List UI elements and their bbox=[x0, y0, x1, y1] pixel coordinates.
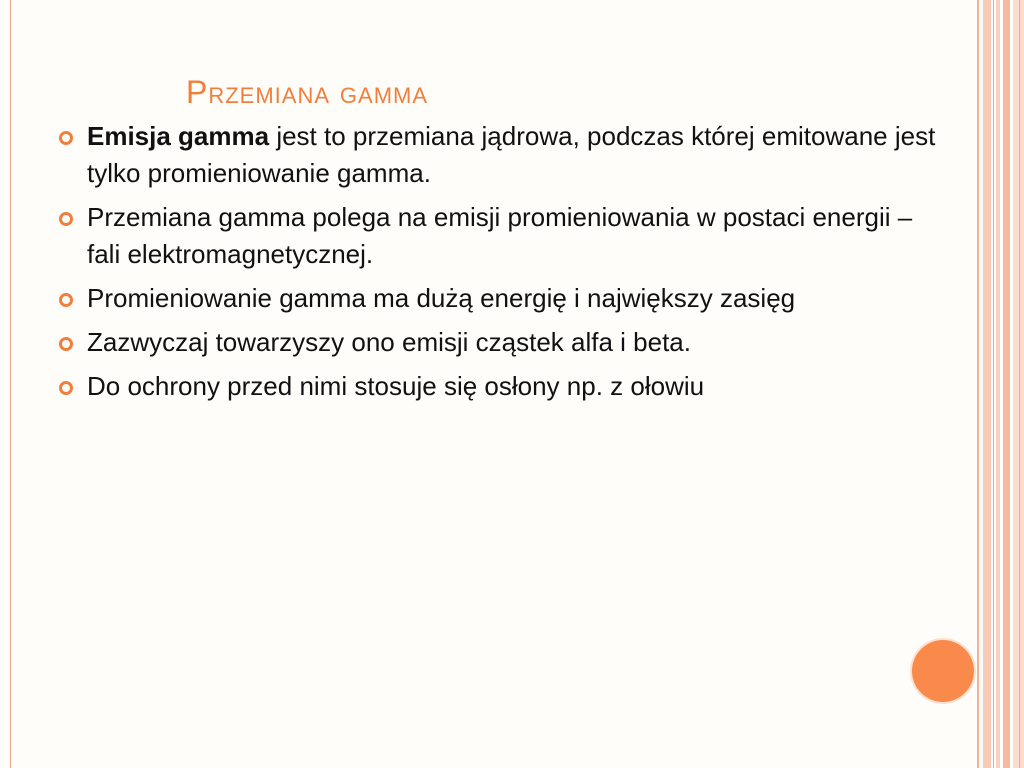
decorative-orange-circle bbox=[912, 640, 974, 702]
ring-bullet-icon bbox=[59, 381, 73, 395]
right-border-stripe bbox=[1019, 0, 1020, 768]
bullet-text: Zazwyczaj towarzyszy ono emisji cząstek alfa i beta. bbox=[87, 327, 691, 357]
bullet-text: Przemiana gamma polega na emisji promieniowania w postaci energii – fali elektromagnetycznej. bbox=[87, 202, 913, 269]
bullet-item bbox=[56, 118, 936, 192]
right-border-stripe bbox=[993, 0, 994, 768]
right-border-stripe bbox=[1003, 0, 1010, 768]
ring-bullet-icon bbox=[59, 293, 73, 307]
slide-title: Przemiana gamma bbox=[186, 74, 429, 110]
bullet-item bbox=[56, 368, 936, 405]
right-border-stripe bbox=[977, 0, 979, 768]
bullet-item bbox=[56, 199, 936, 273]
left-border-line bbox=[10, 0, 11, 768]
bullet-item bbox=[56, 280, 936, 317]
bullet-text: Promieniowanie gamma ma dużą energię i największy zasięg bbox=[87, 283, 796, 313]
right-border-stripe bbox=[983, 0, 991, 768]
right-border-stripe bbox=[996, 0, 1000, 768]
ring-bullet-icon bbox=[59, 131, 73, 145]
bullet-text: jest to przemiana jądrowa, podczas której emitowane jest tylko promieniowanie gamma. bbox=[87, 121, 936, 188]
ring-bullet-icon bbox=[59, 212, 73, 226]
bullet-list bbox=[56, 118, 936, 412]
ring-bullet-icon bbox=[59, 337, 73, 351]
bullet-text: Do ochrony przed nimi stosuje się osłony np. z ołowiu bbox=[87, 371, 705, 401]
bullet-bold-term: Emisja gamma bbox=[87, 121, 270, 151]
bullet-item bbox=[56, 324, 936, 361]
